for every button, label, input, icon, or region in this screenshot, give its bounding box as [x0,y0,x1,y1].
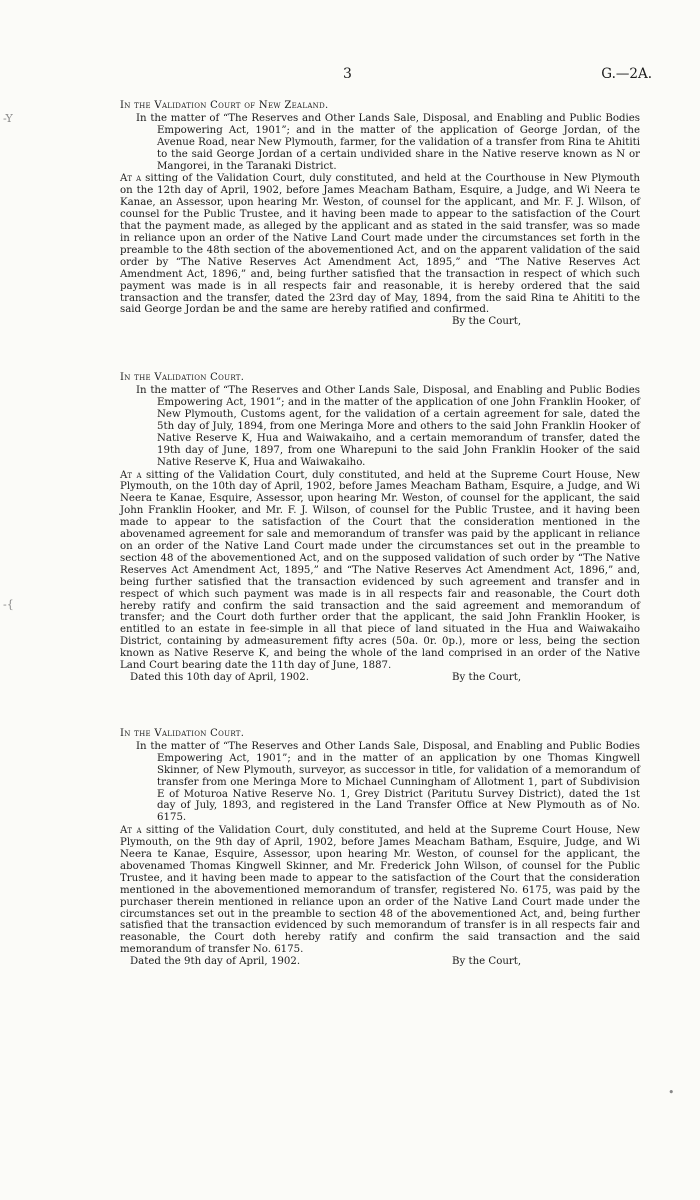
matter-paragraph: In the matter of “The Reserves and Other Lands Sale, Disposal, and Enabling and Public Bodies Empowering Act, 1901”; and in the matter of the application of one John Franklin Hooker, of New Plymouth, Customs agent, for the validation of a certain agreement for sale, dated the 5th day of July, 1894, from one Meringa More and others to the said John Franklin Hooker of Native Reserve K, Hua and Waiwakaiho, and a certain memorandum of transfer, dated the 19th day of June, 1897, from one Wharepuni to the said John Franklin Hooker of the said Native Reserve K, Hua and Waiwakaiho. [136,385,640,468]
page-content [120,100,640,980]
order-paragraph: At a sitting of the Validation Court, duly constituted, and held at the Supreme Court House, New Plymouth, on the 9th day of April, 1902, before James Meacham Batham, Esquire, Judge, and Wi Neera te Kanae, Esquire, Assessor, upon hearing Mr. Weston, of counsel for the applicant, the abovenamed Thomas Kingwell Skinner, and Mr. Frederick John Wilson, of counsel for the Public Trustee, and it having been made to appear to the satisfaction of the Court that the consideration mentioned in the abovementioned memorandum of transfer, registered No. 6175, was paid by the purchaser therein mentioned in reliance upon an order of the Native Land Court made under the circumstances set out in the preamble to section 48 of the abovementioned Act, and, being further satisfied that the transaction evidenced by such memorandum of transfer is in all respects fair and reasonable, the Court doth hereby ratify and confirm the said transaction and the said memorandum of transfer No. 6175. [120,825,640,956]
court-order-jordan [120,100,640,340]
court-heading: In the Validation Court. [120,372,245,384]
court-order-hooker [120,372,640,696]
judge-signature [120,684,640,696]
signature-row [120,672,640,684]
margin-mark: -Y [3,112,13,125]
margin-dot: • [668,1086,675,1099]
order-paragraph: At a sitting of the Validation Court, duly constituted, and held at the Supreme Court House, New Plymouth, on the 10th day of April, 1902, before James Meacham Batham, Esquire, a Judge, and Wi Neera te Kanae, Esquire, Assessor, upon hearing Mr. Weston, of counsel for the applicant, the said John Franklin Hooker, and Mr. F. J. Wilson, of counsel for the Public Trustee, and it having been made to appear to the satisfaction of the Court that the consideration mentioned in the abovenamed agreement for sale and memorandum of transfer was paid by the applicant in reliance on an order of the Native Land Court made under the circumstances set out in the preamble to section 48 of the abovementioned Act, and on the supposed validation of such order by “The Native Reserves Act Amendment Act, 1895,” and “The Native Reserves Act Amendment Act, 1896,” and, being further satisfied that the transaction evidenced by such agreement and transfer and in respect of which such payment was made is in all respects fair and reasonable, the Court doth hereby ratify and confirm the said transaction and the said agreement and memorandum of transfer; and the Court doth further order that the applicant, the said John Franklin Hooker, is entitled to an estate in fee-simple in all that piece of land situated in the Hua and Waiwakaiho District, containing by admeasurement fifty acres (50a. 0r. 0p.), more or less, being the section known as Native Reserve K, and being the whole of the land comprised in an order of the Native Land Court bearing date the 11th day of June, 1887. [120,469,640,672]
matter-paragraph: In the matter of “The Reserves and Other Lands Sale, Disposal, and Enabling and Public Bodies Empowering Act, 1901”; and in the matter of the application of George Jordan, of the Avenue Road, near New Plymouth, farmer, for the validation of a transfer from Rina te Ahititi to the said George Jordan of a certain undivided share in the Native reserve known as N or Mangorei, in the Taranaki District. [136,112,640,172]
document-reference: G.—2A. [601,66,652,82]
dated-line: Dated this 10th day of April, 1902. [130,671,309,683]
by-the-court: By the Court, [452,671,522,683]
judge-signature [120,968,640,980]
court-order-skinner [120,728,640,980]
by-the-court: By the Court, [452,956,522,968]
signature-row [120,956,640,968]
page-header [0,66,700,86]
court-heading: In the Validation Court. [120,727,245,739]
court-heading: In the Validation Court of New Zealand. [120,100,329,111]
order-paragraph: At a sitting of the Validation Court, duly constituted, and held at the Courthouse in New Plymouth on the 12th day of April, 1902, before James Meacham Batham, Esquire, a Judge, and Wi Neera te Kanae, an Assessor, upon hearing Mr. Weston, of counsel for the applicant, and Mr. F. J. Wilson, of counsel for the Public Trustee, and it having been made to appear to the satisfaction of the Court that the payment made, as alleged by the applicant and as stated in the said transfer, was so made in reliance upon an order of the Native Land Court made under the circumstances set forth in the preamble to the 48th section of the abovementioned Act, and on the apparent validation of the said order by “The Native Reserves Act Amendment Act, 1895,” and “The Native Reserves Act Amendment Act, 1896,” and, being further satisfied that the transaction in respect of which such payment was made is in all respects fair and reasonable, it is hereby ordered that the said transaction and the transfer, dated the 23rd day of May, 1894, from the said Rina te Ahititi to the said George Jordan be and the same are hereby ratified and confirmed. [120,173,640,316]
judge-signature [120,328,640,340]
page-number: 3 [343,66,352,82]
by-the-court: By the Court, [452,316,522,328]
dated-line: Dated the 9th day of April, 1902. [130,956,301,968]
matter-paragraph: In the matter of “The Reserves and Other Lands Sale, Disposal, and Enabling and Public Bodies Empowering Act, 1901”; and in the matter of an application by one Thomas Kingwell Skinner, of New Plymouth, surveyor, as successor in title, for validation of a memorandum of transfer from one Meringa More to Michael Cunningham of Allotment 1, part of Subdivision E of Moturoa Native Reserve No. 1, Grey District (Paritutu Survey District), dated the 1st day of July, 1893, and registered in the Land Transfer Office at New Plymouth as of No. 6175. [136,740,640,824]
signature-row [120,316,640,328]
margin-mark: -{ [3,598,14,611]
